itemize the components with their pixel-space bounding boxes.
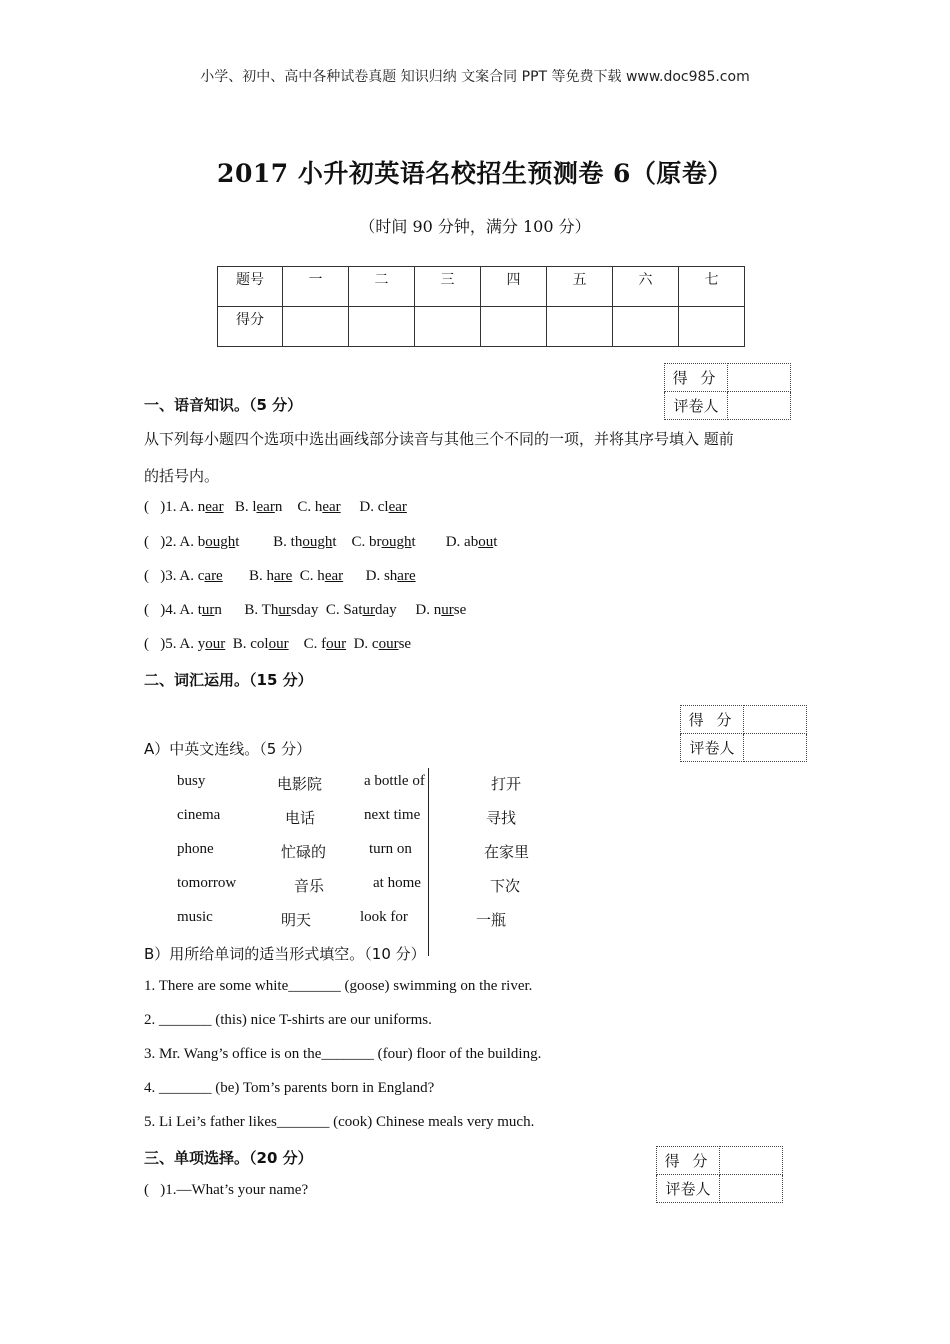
fill-question-4: 4. _______ (be) Tom’s parents born in England?	[144, 1080, 435, 1096]
score-table-header-row	[218, 267, 745, 307]
exam-duration: （时间 90 分钟，满分 100 分）	[359, 217, 591, 236]
score-table-col: 三	[415, 267, 481, 307]
match-cn-right: 寻找	[486, 809, 517, 827]
grader-reviewer-cell[interactable]	[744, 734, 807, 762]
grader-score-label: 得 分	[665, 364, 728, 392]
fill-question-2: 2. _______ (this) nice T-shirts are our uniforms.	[144, 1012, 432, 1028]
match-en-left: cinema	[177, 807, 221, 823]
match-cn-right: 在家里	[484, 843, 530, 861]
score-table-col: 二	[349, 267, 415, 307]
score-cell[interactable]	[283, 307, 349, 347]
section1-instruction: 从下列每小题四个选项中选出画线部分读音与其他三个不同的一项，并将其序号填入 题前	[144, 430, 734, 448]
score-table-col: 五	[547, 267, 613, 307]
grader-score-label: 得 分	[681, 706, 744, 734]
match-en-right: a bottle of	[364, 773, 425, 789]
grader-score-cell[interactable]	[720, 1147, 783, 1175]
match-cn-right: 打开	[491, 775, 522, 793]
grader-box	[680, 705, 807, 762]
grader-reviewer-label: 评卷人	[657, 1175, 720, 1203]
phonics-question-3: ( )3. A. care B. hare C. hear D. share	[144, 568, 416, 584]
section2-part-b: B）用所给单词的适当形式填空。（10 分）	[144, 945, 426, 963]
score-cell[interactable]	[481, 307, 547, 347]
grader-reviewer-cell[interactable]	[728, 392, 791, 420]
score-table-label: 得分	[218, 307, 283, 347]
grader-score-cell[interactable]	[728, 364, 791, 392]
score-cell[interactable]	[679, 307, 745, 347]
score-table-col: 一	[283, 267, 349, 307]
score-table-col: 七	[679, 267, 745, 307]
score-table-col: 六	[613, 267, 679, 307]
fill-question-5: 5. Li Lei’s father likes_______ (cook) Chinese meals very much.	[144, 1114, 535, 1130]
match-cn-left: 明天	[281, 911, 312, 929]
match-en-right: at home	[373, 875, 421, 891]
section2-part-a: A）中英文连线。（5 分）	[144, 740, 312, 758]
match-en-right: look for	[360, 909, 408, 925]
divider-line	[428, 768, 429, 956]
grader-score-label: 得 分	[657, 1147, 720, 1175]
grader-box	[664, 363, 791, 420]
match-en-right: next time	[364, 807, 421, 823]
match-en-left: busy	[177, 773, 206, 789]
section1-heading: 一、语音知识。（5 分）	[144, 396, 303, 414]
phonics-question-2: ( )2. A. bought B. thought C. brought D. about	[144, 534, 498, 550]
score-cell[interactable]	[349, 307, 415, 347]
match-en-right: turn on	[369, 841, 412, 857]
match-en-left: music	[177, 909, 213, 925]
score-table	[217, 266, 745, 347]
score-cell[interactable]	[415, 307, 481, 347]
grader-reviewer-label: 评卷人	[665, 392, 728, 420]
match-cn-left: 音乐	[294, 877, 325, 895]
grader-box	[656, 1146, 783, 1203]
match-cn-right: 下次	[490, 877, 521, 895]
mc-question-1: ( )1.—What’s your name?	[144, 1182, 309, 1198]
site-header: 小学、初中、高中各种试卷真题 知识归纳 文案合同 PPT 等免费下载 www.doc985.com	[200, 69, 750, 85]
score-cell[interactable]	[547, 307, 613, 347]
page-title: 2017 小升初英语名校招生预测卷 6（原卷）	[217, 159, 733, 188]
grader-reviewer-cell[interactable]	[720, 1175, 783, 1203]
phonics-question-5: ( )5. A. your B. colour C. four D. course	[144, 636, 412, 652]
score-table-col: 四	[481, 267, 547, 307]
section1-instruction-cont: 的括号内。	[144, 467, 220, 485]
fill-question-3: 3. Mr. Wang’s office is on the_______ (four) floor of the building.	[144, 1046, 542, 1062]
section3-heading: 三、单项选择。（20 分）	[144, 1149, 313, 1167]
match-cn-left: 电影院	[277, 775, 323, 793]
phonics-question-4: ( )4. A. turn B. Thursday C. Saturday D. nurse	[144, 602, 467, 618]
phonics-question-1: ( )1. A. near B. learn C. hear D. clear	[144, 499, 407, 515]
grader-reviewer-label: 评卷人	[681, 734, 744, 762]
match-en-left: tomorrow	[177, 875, 237, 891]
match-en-left: phone	[177, 841, 214, 857]
score-table-score-row	[218, 307, 745, 347]
match-cn-left: 电话	[285, 809, 316, 827]
score-cell[interactable]	[613, 307, 679, 347]
section2-heading: 二、词汇运用。（15 分）	[144, 671, 313, 689]
score-table-label: 题号	[218, 267, 283, 307]
fill-question-1: 1. There are some white_______ (goose) swimming on the river.	[144, 978, 533, 994]
match-cn-left: 忙碌的	[281, 843, 327, 861]
grader-score-cell[interactable]	[744, 706, 807, 734]
match-cn-right: 一瓶	[476, 911, 507, 929]
